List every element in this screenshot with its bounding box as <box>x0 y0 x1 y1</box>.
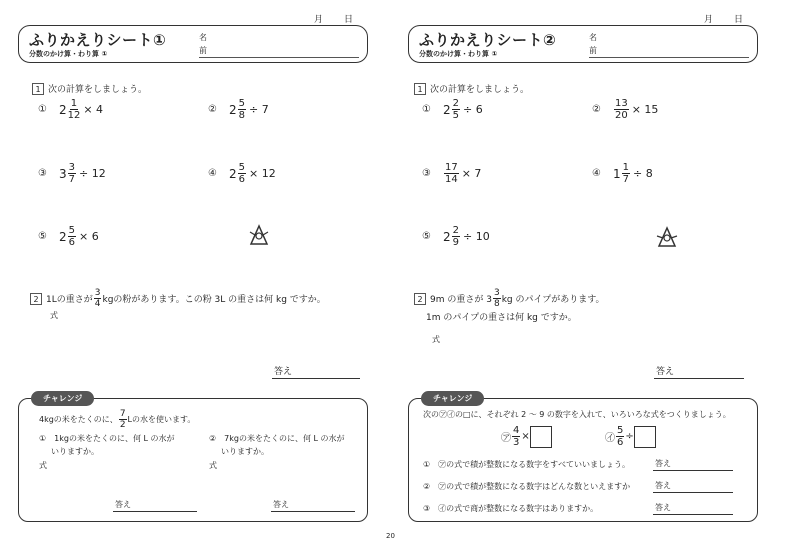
date-month-label: 月 <box>704 15 714 25</box>
answer-field[interactable] <box>653 470 733 471</box>
answer-label: 答え <box>655 503 671 512</box>
name-field[interactable] <box>589 57 749 58</box>
problem-1 <box>422 98 483 121</box>
problem-mark: ③ <box>38 168 47 179</box>
challenge-intro: 次の㋐㋑の□に、それぞれ 2 ～ 9 の数字を入れて、いろいろな式をつくりましょう。 <box>423 410 731 419</box>
sheet-subtitle: 分数のかけ算・わり算 ① <box>419 50 498 58</box>
problem-mark: ① <box>38 104 47 115</box>
name-label: 名 <box>199 33 207 42</box>
fraction: $\frac{5}{6}$ <box>68 225 75 248</box>
challenge-box <box>408 394 758 522</box>
name-field[interactable] <box>199 57 359 58</box>
challenge-question-2: ② ㋐の式で積が整数になる数字はどんな数といえますか <box>423 482 631 491</box>
fraction: $\frac{2}{5}$ <box>452 98 459 121</box>
answer-label: 答え <box>655 481 671 490</box>
fraction: $\frac{3}{4}$ <box>94 288 101 309</box>
formula-label: 式 <box>39 461 47 470</box>
name-label-2: 前 <box>199 46 207 55</box>
question-1-header <box>32 82 147 95</box>
operation: × <box>521 431 530 442</box>
problem-mark: ⑤ <box>38 231 47 242</box>
question-2-pre: 1Lの重さが <box>46 295 93 305</box>
answer-field[interactable] <box>653 514 733 515</box>
problem-4 <box>208 162 276 185</box>
expression-b-mark: ㋑ <box>605 433 615 444</box>
name-label-2: 前 <box>589 46 597 55</box>
worksheet-1 <box>8 0 388 540</box>
problem-3 <box>38 162 106 185</box>
answer-label: 答え <box>115 500 131 509</box>
operation: ÷ 8 <box>632 167 653 180</box>
fraction: $\frac{1}{7}$ <box>622 162 629 185</box>
header-box <box>18 25 368 63</box>
question-2-line-2: 1m のパイプの重さは何 kg ですか。 <box>426 313 577 323</box>
sheet-title: ふりかえりシート② <box>419 31 557 49</box>
problem-mark: ④ <box>208 168 217 179</box>
operation: ÷ 10 <box>462 230 490 243</box>
answer-field[interactable] <box>271 511 355 512</box>
question-2-post: kgの粉があります。この粉 3L の重さは何 kg ですか。 <box>102 295 326 305</box>
fraction: $\frac{1}{12}$ <box>67 98 81 121</box>
problem-2 <box>208 98 269 121</box>
fraction: $\frac{5}{6}$ <box>238 162 245 185</box>
answer-field[interactable] <box>272 378 360 379</box>
operation: × 6 <box>78 230 99 243</box>
problem-4 <box>592 162 653 185</box>
whole-number: 2 <box>442 229 451 244</box>
whole-number: 3 <box>58 166 67 181</box>
operation: × 7 <box>461 167 482 180</box>
fraction: $\frac{13}{20}$ <box>614 98 628 121</box>
fraction: $\frac{5}{6}$ <box>617 425 624 448</box>
fraction: $\frac{4}{3}$ <box>513 425 520 448</box>
question-1-header <box>414 82 529 95</box>
answer-field[interactable] <box>654 378 744 379</box>
formula-label: 式 <box>209 461 217 470</box>
challenge-question-3: ③ ㋑の式で商が整数になる数字はありますか。 <box>423 504 599 513</box>
problem-mark: ③ <box>422 168 431 179</box>
problem-mark: ① <box>422 104 431 115</box>
question-2-number: 2 <box>414 293 426 305</box>
header-box <box>408 25 758 63</box>
question-2-pre: 9m の重さが 3 <box>430 295 492 305</box>
problem-2 <box>592 98 658 121</box>
challenge-sub-2-cont: いりますか。 <box>221 447 269 456</box>
problem-mark: ② <box>592 104 601 115</box>
question-2-number: 2 <box>30 293 42 305</box>
problem-mark: ④ <box>592 168 601 179</box>
whole-number: 2 <box>228 166 237 181</box>
challenge-question-1: ① ㋐の式で積が整数になる数字をすべていいましょう。 <box>423 460 631 469</box>
formula-label: 式 <box>50 311 58 320</box>
date-day-label: 日 <box>734 15 744 25</box>
answer-field[interactable] <box>653 492 733 493</box>
whole-number: 2 <box>442 102 451 117</box>
formula-label: 式 <box>432 335 440 344</box>
answer-label: 答え <box>273 500 289 509</box>
question-1-number: 1 <box>32 83 44 95</box>
number-box-a[interactable] <box>530 426 552 448</box>
mascot-icon <box>248 224 270 246</box>
operation: ÷ <box>625 431 634 442</box>
challenge-sub-2: ② 7kgの米をたくのに、何 L の水が <box>209 434 345 443</box>
fraction: $\frac{7}{2}$ <box>119 409 126 430</box>
whole-number: 2 <box>58 102 67 117</box>
operation: ÷ 7 <box>248 103 269 116</box>
whole-number: 2 <box>228 102 237 117</box>
expression-a-mark: ㋐ <box>501 433 511 444</box>
problem-5 <box>422 225 490 248</box>
sheet-title: ふりかえりシート① <box>29 31 167 49</box>
fraction: $\frac{3}{7}$ <box>68 162 75 185</box>
question-2-text <box>30 288 326 309</box>
problem-3 <box>422 162 481 185</box>
page-number: 20 <box>386 532 395 540</box>
answer-label: 答え <box>656 367 675 377</box>
problem-5 <box>38 225 99 248</box>
operation: × 4 <box>83 103 104 116</box>
answer-label: 答え <box>274 367 293 377</box>
problem-mark: ② <box>208 104 217 115</box>
operation: × 15 <box>631 103 659 116</box>
worksheet-2 <box>398 0 778 540</box>
whole-number: 1 <box>612 166 621 181</box>
fraction: $\frac{17}{14}$ <box>444 162 458 185</box>
mascot-icon <box>656 226 678 248</box>
date-month-label: 月 <box>314 15 324 25</box>
question-2-text <box>414 288 604 309</box>
sheet-subtitle: 分数のかけ算・わり算 ① <box>29 50 108 58</box>
name-label: 名 <box>589 33 597 42</box>
operation: ÷ 12 <box>78 167 106 180</box>
challenge-sub-1-cont: いりますか。 <box>51 447 99 456</box>
expression-b <box>605 425 656 448</box>
challenge-tag: チャレンジ <box>421 391 484 406</box>
question-2-post: kg のパイプがあります。 <box>501 295 605 305</box>
operation: × 12 <box>248 167 276 180</box>
challenge-tag: チャレンジ <box>31 391 94 406</box>
whole-number: 2 <box>58 229 67 244</box>
fraction: $\frac{2}{9}$ <box>452 225 459 248</box>
answer-field[interactable] <box>113 511 197 512</box>
problem-1 <box>38 98 103 121</box>
answer-label: 答え <box>655 459 671 468</box>
question-1-text: 次の計算をしましょう。 <box>430 85 530 95</box>
challenge-box <box>18 394 368 522</box>
date-day-label: 日 <box>344 15 354 25</box>
challenge-sub-1: ① 1kgの米をたくのに、何 L の水が <box>39 434 175 443</box>
problem-mark: ⑤ <box>422 231 431 242</box>
fraction: $\frac{3}{8}$ <box>493 288 500 309</box>
question-1-number: 1 <box>414 83 426 95</box>
operation: ÷ 6 <box>462 103 483 116</box>
challenge-intro: 4kgの米をたくのに、 $\frac{7}{2}$ Lの水を使います。 <box>39 409 196 430</box>
expression-a <box>501 425 552 448</box>
number-box-b[interactable] <box>634 426 656 448</box>
question-1-text: 次の計算をしましょう。 <box>48 85 148 95</box>
fraction: $\frac{5}{8}$ <box>238 98 245 121</box>
